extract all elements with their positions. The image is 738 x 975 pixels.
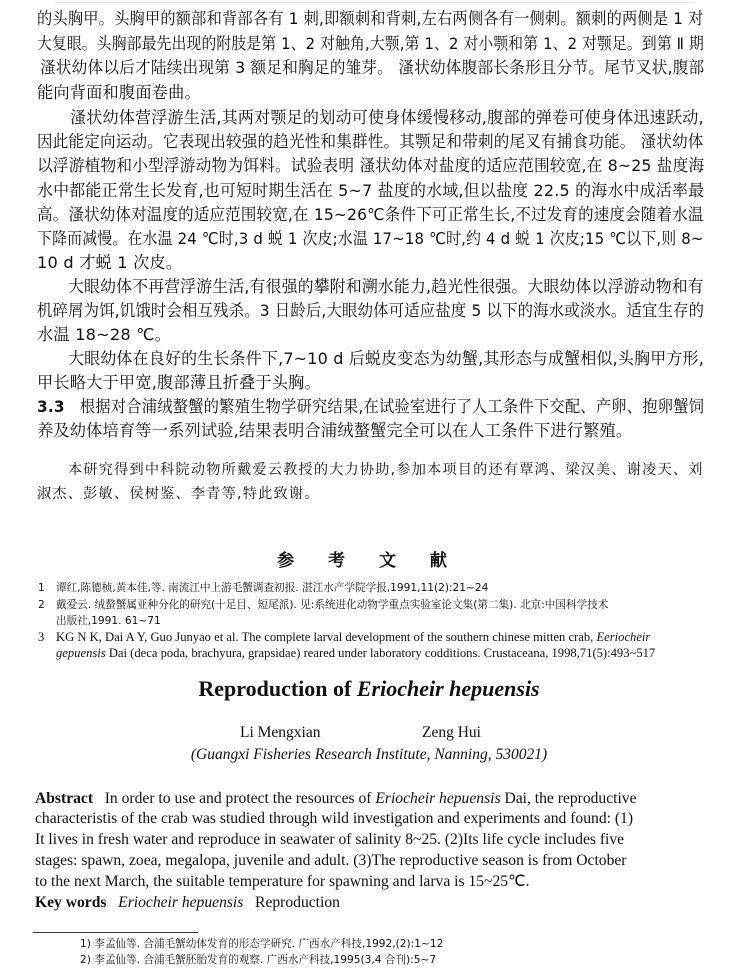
body-line: 溞状幼体营浮游生活,其两对颚足的划动可使身体缓慢移动,腹部的弹卷可使身体迅速跃动, — [70, 108, 704, 127]
references-heading: 参 考 文 献 — [277, 551, 461, 571]
body-line: 大眼幼体在良好的生长条件下,7~10 d 后蜕皮变态为幼蟹,其形态与成蟹相似,头胸甲方形, — [68, 349, 704, 368]
english-title — [0, 676, 738, 702]
body-line: 大复眼。头胸部最先出现的附肢是第 1、2 对触角,大颚,第 1、2 对小颚和第 1、2 对颚足。到第 Ⅱ 期 — [37, 34, 704, 53]
reference-number: 2 — [38, 599, 45, 611]
body-line: 下降而减慢。在水温 24 ℃时,3 d 蜕 1 次皮;水温 17~18 ℃时,约 4 d 蜕 1 次皮;15 ℃以下,则 8~ — [37, 229, 704, 248]
author-2: Zeng Hui — [422, 724, 481, 741]
keywords-label: Key words — [35, 894, 107, 911]
footnote: 1) 李孟仙等. 合浦毛蟹幼体发育的形态学研究. 广西水产科技,1992,(2):1~12 — [80, 938, 444, 950]
keywords-text: Reproduction — [255, 894, 340, 911]
reference-item — [38, 581, 488, 595]
reference-text: 谭红,陈德桢,黄本佳,等. 南流江中上游毛蟹调查初报. 湛江水产学院学报,1991,11(2):21~24 — [56, 582, 489, 594]
abstract-line: It lives in fresh water and reproduce in seawater of salinity 8~25. (2)Its life cycle includes five — [35, 831, 625, 848]
body-line: 大眼幼体不再营浮游生活,有很强的攀附和溯水能力,趋光性很强。大眼幼体以浮游动物和有 — [68, 277, 704, 296]
reference-text-continued: 出版社,1991. 61~71 — [56, 615, 161, 627]
footnote: 2) 李孟仙等. 合浦毛蟹胚胎发育的观察. 广西水产科技,1995(3,4 合刊):5~7 — [80, 954, 437, 966]
keywords-species: Eriocheir hepuensis — [118, 894, 244, 911]
reference-item — [38, 598, 608, 612]
title-species: Eriocheir hepuensis — [356, 676, 540, 701]
title-text: Reproduction of — [198, 676, 352, 701]
body-line: 高。溞状幼体对温度的适应范围较宽,在 15~26℃条件下可正常生长,不过发育的速度会随着水温 — [37, 205, 704, 224]
abstract-species: Eriocheir hepuensis — [375, 790, 501, 807]
footnote-rule — [33, 932, 198, 933]
reference-species: gepuensis — [56, 646, 106, 660]
reference-text: KG N K, Dai A Y, Guo Junyao et al. The complete larval development of the southern chinese mitten crab, — [56, 630, 594, 644]
body-line: 能向背面和腹面卷曲。 — [37, 83, 201, 102]
acknowledgement-line: 本研究得到中科院动物所戴爱云教授的大力协助,参加本项目的还有覃鸿、梁汉美、谢凌天、刘 — [68, 462, 704, 478]
reference-species: Eeriocheir — [596, 630, 651, 644]
reference-text: 戴爱云. 绒螯蟹属亚种分化的研究(十足目、短尾派). 见:系统进化动物学重点实验室论文集(第二集). 北京:中国科学技术 — [56, 599, 609, 611]
acknowledgement-line: 淑杰、彭敏、侯树鉴、李青等,特此致谢。 — [37, 486, 320, 502]
body-line: 水温 18~28 ℃。 — [37, 325, 171, 344]
abstract-line: to the next March, the suitable temperature for spawning and larva is 15~25℃. — [35, 873, 530, 890]
body-line: 以浮游植物和小型浮游动物为饵料。试验表明 溞状幼体对盐度的适应范围较宽,在 8~25 盐度海 — [37, 156, 705, 175]
reference-text-continued — [56, 646, 655, 661]
abstract-line: characteristis of the crab was studied through wild investigation and experiments and found: (1) — [35, 810, 634, 827]
body-line: 甲长略大于甲宽,腹部薄且折叠于头胸。 — [37, 373, 321, 392]
section-text: 根据对合浦绒螯蟹的繁殖生物学研究结果,在试验室进行了人工条件下交配、产卵、抱卵蟹饲 — [79, 397, 705, 416]
body-line: 水中都能正常生长发育,也可短时期生活在 5~7 盐度的水域,但以盐度 22.5 的海水中成活率最 — [37, 181, 705, 200]
keywords-line — [35, 893, 340, 913]
section-3-3-line: 养及幼体培育等一系列试验,结果表明合浦绒螯蟹完全可以在人工条件下进行繁殖。 — [37, 421, 633, 440]
abstract-line: stages: spawn, zoea, megalopa, juvenile and adult. (3)The reproductive season is from October — [35, 852, 627, 869]
author-1: Li Mengxian — [240, 724, 321, 741]
reference-number: 3 — [38, 630, 45, 644]
body-line: 10 d 才蜕 1 次皮。 — [37, 253, 183, 272]
abstract-text: In order to use and protect the resources of — [104, 790, 372, 807]
section-number: 3.3 — [37, 397, 65, 416]
body-line: 的头胸甲。头胸甲的额部和背部各有 1 刺,即额刺和背刺,左右两侧各有一侧刺。额刺的两侧是 1 对 — [37, 9, 704, 28]
abstract-line — [35, 789, 637, 809]
reference-item — [38, 630, 650, 645]
body-line: 机碎屑为饵,饥饿时会相互残杀。3 日龄后,大眼幼体可适应盐度 5 以下的海水或淡水。适宜生存的 — [37, 301, 705, 320]
institute: (Guangxi Fisheries Research Institute, Nanning, 530021) — [190, 746, 548, 763]
abstract-text: Dai, the reproductive — [504, 790, 637, 807]
abstract-label: Abstract — [35, 790, 94, 807]
reference-text: Dai (deca poda, brachyura, grapsidae) reared under laboratory codditions. Crustaceana, 1998,71(5):493~517 — [108, 646, 656, 660]
body-line: 溞状幼体以后才陆续出现第 3 额足和胸足的雏芽。 溞状幼体腹部长条形且分节。尾节叉状,腹部 — [40, 58, 705, 77]
body-line: 因此能定向运动。它表现出较强的趋光性和集群性。其颚足和带刺的尾叉有捕食功能。 溞状幼体 — [37, 132, 704, 151]
reference-number: 1 — [38, 582, 45, 594]
page-top-edge — [55, 2, 695, 3]
section-3-3-line — [37, 397, 704, 417]
